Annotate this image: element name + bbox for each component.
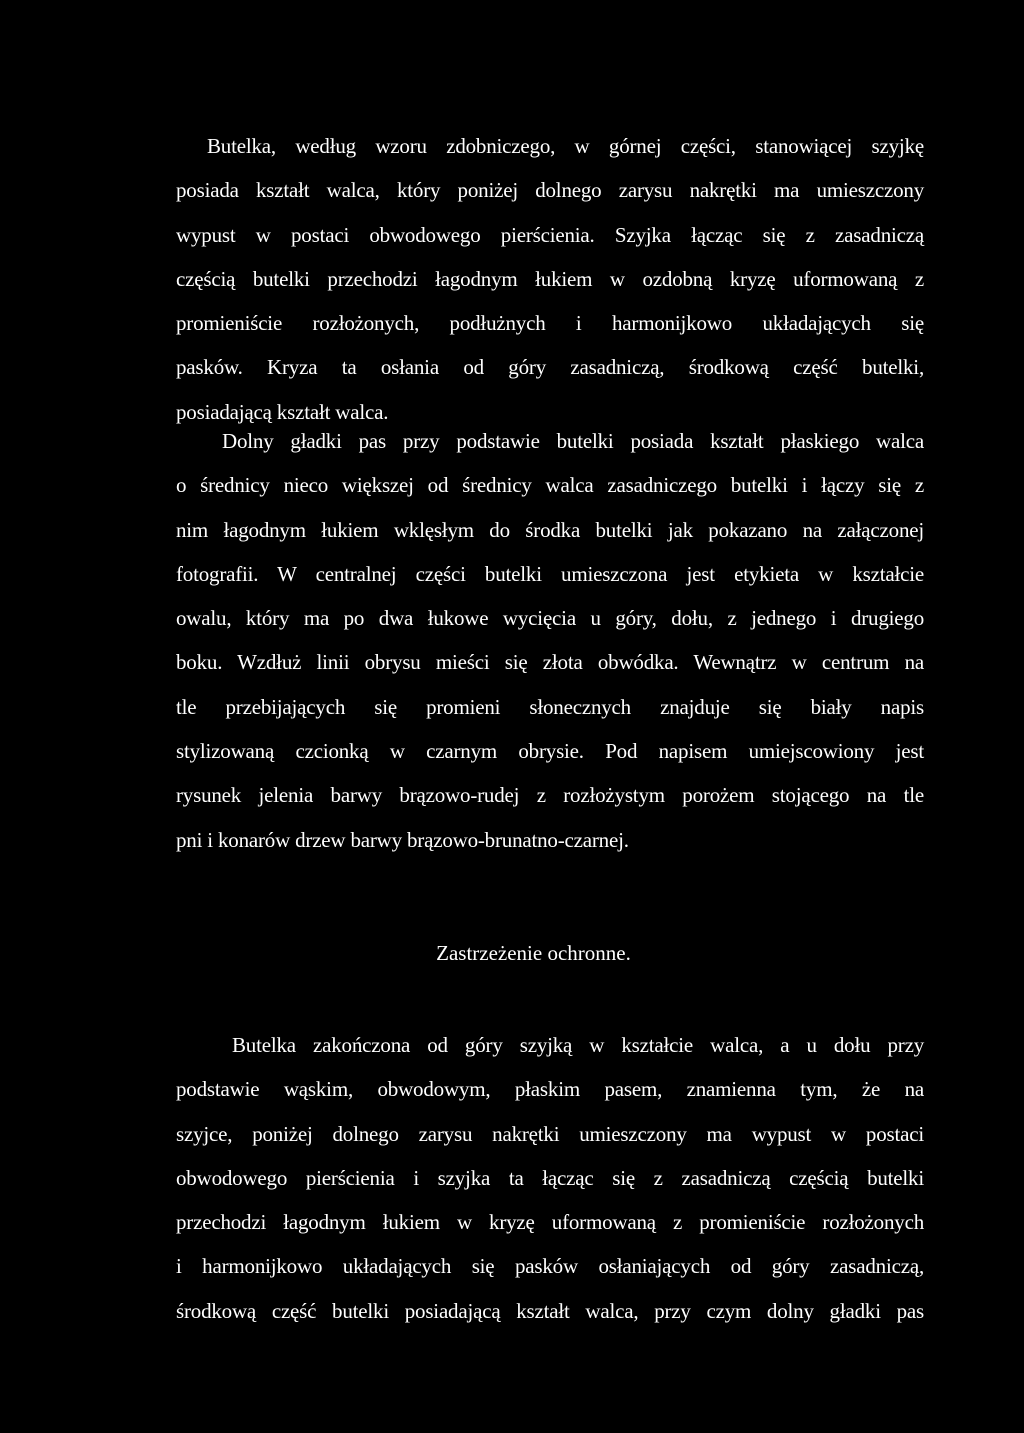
text-line: posiadającą kształt walca. [176, 399, 389, 424]
text-line: o średnicy nieco większej od średnicy walca zasadniczego butelki i łączy się z [176, 473, 924, 498]
text-line: promieniście rozłożonych, podłużnych i harmonijkowo układających się [176, 311, 924, 336]
text-line: obwodowego pierścienia i szyjka ta łącząc się z zasadniczą częścią butelki [176, 1165, 924, 1190]
text-line: nim łagodnym łukiem wklęsłym do środka butelki jak pokazano na załączonej [176, 517, 924, 542]
text-line: szyjce, poniżej dolnego zarysu nakrętki umieszczony ma wypust w postaci [176, 1121, 924, 1146]
text-line: podstawie wąskim, obwodowym, płaskim pasem, znamienna tym, że na [176, 1077, 924, 1102]
text-line: tle przebijających się promieni słonecznych znajduje się biały napis [176, 694, 924, 719]
claim-heading: Zastrzeżenie ochronne. [436, 941, 631, 965]
text-line: pasków. Kryza ta osłania od góry zasadniczą, środkową część butelki, [176, 355, 924, 380]
claim-paragraph [176, 1023, 924, 1333]
text-line: rysunek jelenia barwy brązowo-rudej z rozłożystym porożem stojącego na tle [176, 783, 924, 808]
text-line: środkową część butelki posiadającą kształt walca, przy czym dolny gładki pas [176, 1298, 924, 1323]
text-line: przechodzi łagodnym łukiem w kryzę uformowaną z promieniście rozłożonych [176, 1210, 924, 1235]
text-line: pni i konarów drzew barwy brązowo-brunatno-czarnej. [176, 827, 629, 852]
description-paragraph-1 [176, 124, 924, 434]
text-line: posiada kształt walca, który poniżej dolnego zarysu nakrętki ma umieszczony [176, 178, 924, 203]
text-line: Dolny gładki pas przy podstawie butelki posiada kształt płaskiego walca [222, 429, 924, 453]
text-line: stylizowaną czcionką w czarnym obrysie. Pod napisem umiejscowiony jest [176, 739, 924, 764]
text-line: fotografii. W centralnej części butelki umieszczona jest etykieta w kształcie [176, 561, 924, 586]
text-line: owalu, który ma po dwa łukowe wycięcia u góry, dołu, z jednego i drugiego [176, 606, 924, 631]
text-line: Butelka, według wzoru zdobniczego, w górnej części, stanowiącej szyjkę [207, 134, 924, 158]
text-line: boku. Wzdłuż linii obrysu mieści się złota obwódka. Wewnątrz w centrum na [176, 650, 924, 675]
text-line: częścią butelki przechodzi łagodnym łukiem w ozdobną kryzę uformowaną z [176, 266, 924, 291]
text-line: i harmonijkowo układających się pasków osłaniających od góry zasadniczą, [176, 1254, 924, 1279]
text-line: wypust w postaci obwodowego pierścienia. Szyjka łącząc się z zasadniczą [176, 222, 924, 247]
text-line: Butelka zakończona od góry szyjką w kształcie walca, a u dołu przy [232, 1033, 924, 1057]
description-paragraph-2 [176, 419, 924, 862]
